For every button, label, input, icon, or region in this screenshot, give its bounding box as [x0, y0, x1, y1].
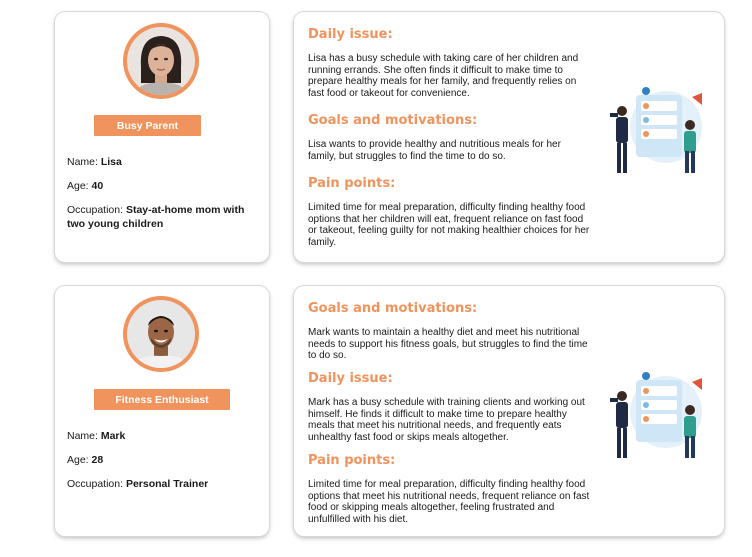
- age-value: 40: [91, 180, 104, 192]
- section-text: Lisa has a busy schedule with taking care of her children and running errands. She often finds it difficult to make time to prepare healthy meals for her family, and frequently relies on fast food or takeout for convenience.: [308, 53, 579, 99]
- section-heading: Pain points:: [308, 453, 396, 468]
- man-avatar-icon: [127, 300, 195, 368]
- section-text: Mark has a busy schedule with training clients and working out himself. He finds it difficult to make time to prepare healthy meals that meet his nutritional needs, and frequently eats unhealthy fast food or skips meals altogether.: [308, 397, 585, 443]
- name-field: [67, 429, 257, 443]
- avatar: [123, 296, 199, 372]
- occupation-label: Occupation:: [67, 204, 126, 216]
- avatar: [123, 23, 199, 99]
- section-heading: Goals and motivations:: [308, 113, 478, 128]
- persona-card-lisa: [55, 12, 269, 262]
- section-heading: Pain points:: [308, 176, 396, 191]
- age-field: [67, 453, 257, 467]
- persona-badge: Busy Parent: [94, 115, 201, 136]
- persona-card-mark: [55, 286, 269, 536]
- occupation-field: [67, 203, 257, 231]
- age-value: 28: [91, 454, 104, 466]
- name-field: [67, 155, 257, 169]
- age-label: Age:: [67, 454, 92, 466]
- people-browsing-illustration-icon: [606, 372, 710, 462]
- name-label: Name:: [67, 156, 101, 168]
- occupation-label: Occupation:: [67, 478, 126, 490]
- section-text: Limited time for meal preparation, difficulty finding healthy food options that her children will eat, frequent reliance on fast food or takeout, feeling guilty for not making healthier choices for her family.: [308, 202, 590, 248]
- section-text: Lisa wants to provide healthy and nutritious meals for her family, but struggles to find the time to do so.: [308, 139, 561, 162]
- occupation-value: Stay-at-home mom with two young children: [67, 204, 245, 230]
- occupation-field: [67, 477, 257, 491]
- persona-details-mark: [294, 286, 724, 536]
- name-value: Lisa: [100, 156, 122, 168]
- section-heading: Daily issue:: [308, 371, 393, 386]
- section-heading: Goals and motivations:: [308, 301, 478, 316]
- name-label: Name:: [67, 430, 101, 442]
- persona-details-lisa: [294, 12, 724, 262]
- section-text: Mark wants to maintain a healthy diet and meet his nutritional needs to support his fitness goals, but struggles to find the time to do so.: [308, 327, 588, 361]
- name-value: Mark: [100, 430, 126, 442]
- people-browsing-illustration-icon: [606, 87, 710, 177]
- persona-badge: Fitness Enthusiast: [94, 389, 230, 410]
- section-text: Limited time for meal preparation, difficulty finding healthy food options that meet his nutritional needs, frequent reliance on fast food or skipping meals altogether, feeling frustrated and unfulfilled with his diet.: [308, 479, 590, 525]
- section-heading: Daily issue:: [308, 27, 393, 42]
- occupation-value: Personal Trainer: [125, 478, 209, 490]
- woman-avatar-icon: [127, 27, 195, 95]
- age-field: [67, 179, 257, 193]
- age-label: Age:: [67, 180, 92, 192]
